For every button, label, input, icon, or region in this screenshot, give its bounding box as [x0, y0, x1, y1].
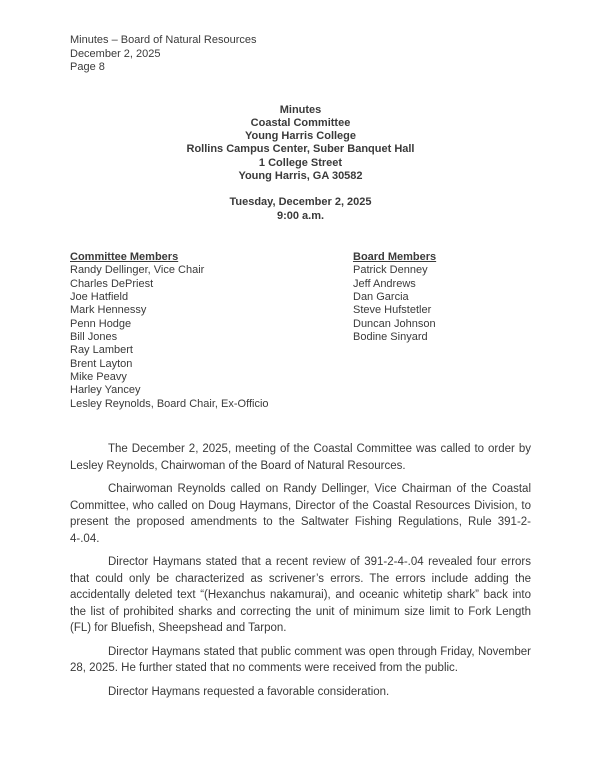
board-member-name: Steve Hufstetler — [353, 304, 432, 317]
committee-member-name: Lesley Reynolds, Board Chair, Ex-Officio — [70, 397, 269, 410]
header-line-title: Minutes – Board of Natural Resources — [70, 34, 257, 46]
paragraph-errors-review: Director Haymans stated that a recent review of 391-2-4-.04 revealed four errors that could only be characterized as scrivener’s errors. The errors include adding the accidentally deleted text “(Hexanchus nakamurai), and oceanic whitetip shark” back into the list of prohibited sharks and correcting the unit of minimum size limit to Fork Length (FL) for Bluefish, Sheepshead and Tarpon. — [70, 556, 531, 634]
board-members-column — [353, 251, 531, 411]
board-member-name: Dan Garcia — [353, 290, 409, 303]
committee-member-name: Mark Hennessy — [70, 304, 147, 317]
committee-member-name: Randy Dellinger, Vice Chair — [70, 264, 205, 277]
title-line-committee: Coastal Committee — [250, 116, 351, 129]
document-title-block — [70, 104, 531, 223]
title-line-street: 1 College Street — [258, 156, 343, 169]
committee-member-name: Penn Hodge — [70, 317, 132, 330]
board-member-name: Duncan Johnson — [353, 317, 436, 330]
header-line-date: December 2, 2025 — [70, 47, 161, 60]
committee-member-name: Harley Yancey — [70, 384, 141, 397]
meeting-date: Tuesday, December 2, 2025 — [229, 196, 372, 209]
board-member-name: Patrick Denney — [353, 264, 428, 277]
committee-member-name: Charles DePriest — [70, 277, 154, 290]
title-line-college: Young Harris College — [244, 130, 357, 143]
board-member-name: Bodine Sinyard — [353, 330, 428, 343]
title-line-city: Young Harris, GA 30582 — [238, 169, 363, 182]
paragraph-public-comment: Director Haymans stated that public comment was open through Friday, November 28, 2025. He further stated that no comments were received from the public. — [70, 645, 531, 674]
committee-member-name: Ray Lambert — [70, 344, 133, 357]
meeting-datetime-block — [70, 196, 531, 223]
committee-members-column — [70, 251, 353, 411]
paragraph-call-to-order: The December 2, 2025, meeting of the Coastal Committee was called to order by Lesley Reynolds, Chairwoman of the Board of Natural Resources. — [70, 443, 531, 472]
paragraph-favorable-consideration: Director Haymans requested a favorable consideration. — [108, 685, 390, 698]
board-members-heading: Board Members — [353, 250, 437, 263]
committee-members-heading: Committee Members — [70, 250, 179, 263]
title-line-venue: Rollins Campus Center, Suber Banquet Hall — [186, 143, 415, 156]
committee-member-name: Mike Peavy — [70, 370, 127, 383]
committee-member-name: Joe Hatfield — [70, 290, 129, 303]
header-line-page-number: Page 8 — [70, 61, 105, 73]
committee-member-name: Bill Jones — [70, 330, 118, 343]
board-member-name: Jeff Andrews — [353, 277, 416, 290]
meeting-time: 9:00 a.m. — [276, 209, 325, 222]
title-line-minutes: Minutes — [279, 103, 322, 116]
page-header — [70, 34, 531, 75]
committee-member-name: Brent Layton — [70, 357, 133, 370]
members-section — [70, 251, 531, 411]
paragraph-introductions: Chairwoman Reynolds called on Randy Dellinger, Vice Chairman of the Coastal Committee, who called on Doug Haymans, Director of the Coastal Resources Division, to present the proposed amendments to the Saltwater Fishing Regulations, Rule 391-2-4-.04. — [70, 483, 531, 545]
minutes-body — [70, 441, 531, 700]
